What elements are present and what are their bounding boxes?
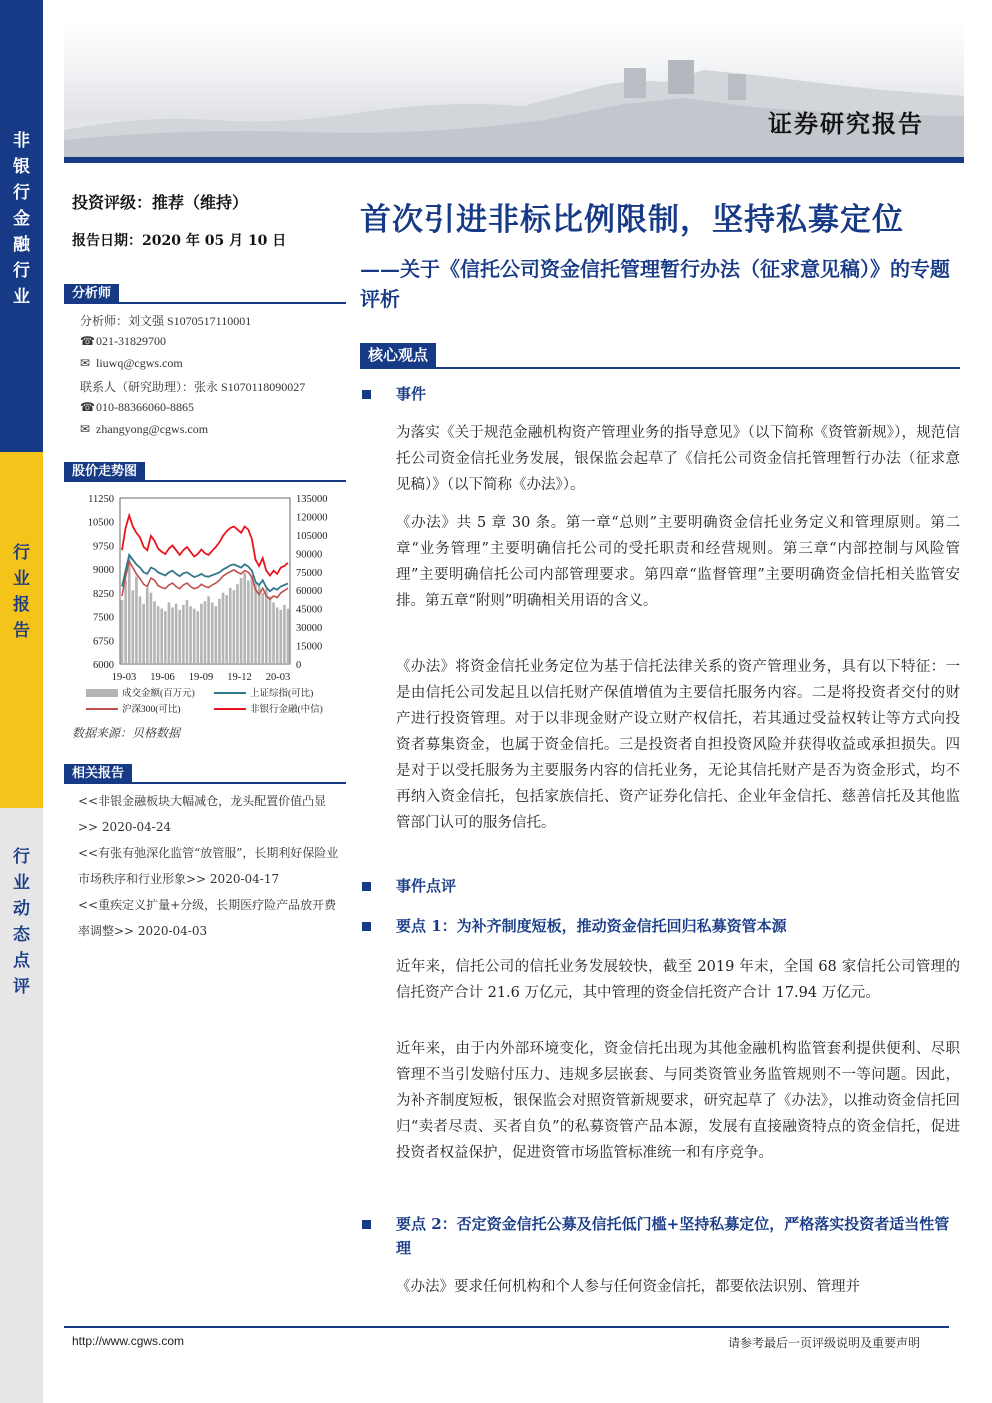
side-strip [0, 0, 43, 1403]
chart-header-label: 股价走势图 [64, 462, 145, 482]
phone-icon: ☎ [80, 400, 95, 414]
mail-icon: ✉ [80, 356, 91, 370]
core-view-header [360, 343, 960, 369]
volume-bar [229, 588, 232, 664]
volume-bar [265, 589, 268, 664]
volume-bar [186, 600, 189, 664]
report-type-label: 证券研究报告 [768, 109, 924, 138]
volume-bar [132, 590, 135, 664]
legend-label: 沪深300(可比) [122, 705, 181, 715]
point-1-heading: 要点 1：为补齐制度短板，推动资金信托回归私募资管本源 [360, 914, 962, 938]
assistant-name: 联系人（研究助理）：张永 S1070118090027 [80, 380, 306, 394]
volume-bar [258, 585, 261, 664]
footer-divider [64, 1326, 949, 1328]
paragraph-1: 为落实《关于规范金融机构资产管理业务的指导意见》（以下简称《资管新规》），规范信托公司资金信托业务发展，银保监会起草了《信托公司资金信托管理暂行办法（征求意见稿）》（以下简称《办法》）。 [396, 425, 960, 493]
footer-disclaimer: 请参考最后一页评级说明及重要声明 [727, 1336, 920, 1350]
left-axis-tick: 9750 [93, 541, 114, 553]
assistant-email-text[interactable]: zhangyong@cgws.com [96, 422, 209, 436]
right-axis-tick: 15000 [296, 641, 323, 653]
sidebar-char: 业 [13, 287, 30, 307]
right-axis-tick: 105000 [296, 530, 328, 542]
volume-bar [178, 610, 181, 664]
volume-bar [215, 606, 218, 664]
paragraph-5: 近年来，由于内外部环境变化，资金信托出现为其他金融机构监管套利提供便利、尽职管理不当引发赔付压力、违规多层嵌套、与同类资管业务监管规则不一等问题。因此，为补齐制度短板，银保监会对照资管新规要求，研究起草了《办法》，以推动资金信托回归“卖者尽责、买者自负”的私募资管产品本源，发展有直接融资特点的资金信托，促进投资者权益保护，促进资管市场监管标准统一和有序竞争。 [396, 1041, 960, 1161]
mail-icon: ✉ [80, 422, 91, 436]
volume-bar [251, 575, 254, 664]
sidebar-char: 非 [13, 131, 30, 151]
left-axis-tick: 9000 [93, 565, 114, 577]
volume-bar [225, 595, 228, 664]
sidebar-industry [0, 0, 43, 452]
volume-bar [254, 583, 257, 664]
legend-label: 非银行金融(中信) [250, 705, 323, 715]
right-axis-tick: 45000 [296, 604, 323, 616]
volume-bar [276, 607, 279, 664]
legend-label: 成交金额(百万元) [122, 689, 195, 699]
volume-bar [211, 603, 214, 664]
right-axis-tick: 90000 [296, 549, 323, 561]
nonbank-line [122, 515, 288, 575]
x-axis-tick: 19-09 [188, 672, 214, 683]
right-axis-tick: 0 [296, 660, 302, 671]
sidebar-char: 告 [13, 621, 30, 641]
chart-section-header [64, 460, 346, 482]
related-report-link[interactable]: <<有张有弛深化监管“放管服”，长期利好保险业市场秩序和行业形象>> 2020-04-17 [78, 846, 339, 886]
volume-bar [287, 609, 290, 664]
data-source: 数据来源：贝格数据 [72, 726, 181, 740]
volume-bar [135, 577, 138, 664]
volume-bar [171, 607, 174, 664]
related-section-header [64, 762, 346, 784]
analyst-name: 分析师：刘文强 S1070517110001 [80, 314, 252, 328]
x-axis-tick: 20-03 [265, 672, 291, 683]
volume-bar [182, 605, 185, 664]
paragraph-6: 《办法》要求任何机构和个人参与任何资金信托，都要依法识别、管理并 [396, 1279, 860, 1295]
assistant-phone [80, 400, 194, 415]
volume-bar [150, 593, 153, 664]
sidebar-char: 银 [13, 157, 30, 177]
related-header-label: 相关报告 [64, 764, 132, 784]
sidebar-char: 金 [13, 209, 30, 229]
right-axis-tick: 120000 [296, 512, 328, 524]
report-date: 报告日期：2020 年 05 月 10 日 [72, 233, 287, 249]
comment-heading: 事件点评 [360, 874, 962, 898]
sidebar-char: 行 [13, 183, 30, 203]
volume-bar [207, 596, 210, 664]
volume-bar [128, 556, 131, 664]
x-axis-tick: 19-12 [227, 672, 252, 683]
sidebar-char: 业 [13, 873, 30, 893]
volume-bar [272, 603, 275, 664]
related-report-link[interactable]: <<非银金融板块大幅减仓，龙头配置价值凸显>> 2020-04-24 [78, 794, 327, 834]
volume-bar [146, 588, 149, 664]
volume-bar [279, 610, 282, 664]
sidebar-char: 动 [13, 899, 30, 919]
event-heading: 事件 [360, 382, 962, 406]
right-axis-tick: 60000 [296, 586, 323, 598]
volume-bar [189, 606, 192, 664]
volume-bar [236, 584, 239, 664]
volume-bar [283, 605, 286, 664]
assistant-phone-text: 010-88366060-8865 [96, 400, 194, 414]
x-axis-tick: 19-03 [111, 672, 137, 683]
sidebar-report-kind [0, 452, 43, 808]
sidebar-char: 态 [13, 925, 30, 945]
volume-bar [160, 609, 163, 664]
volume-bar [196, 611, 199, 664]
footer-url[interactable]: http://www.cgws.com [72, 1334, 185, 1348]
volume-bar [200, 604, 203, 664]
left-axis-tick: 6750 [93, 636, 114, 648]
paragraph-4: 近年来，信托公司的信托业务发展较快，截至 2019 年末，全国 68 家信托公司管理的信托资产合计 21.6 万亿元，其中管理的资金信托资产合计 17.94 万亿元。 [396, 959, 960, 1001]
sidebar-report-subtype [0, 808, 43, 1403]
right-axis-tick: 30000 [296, 623, 323, 635]
volume-bar [157, 606, 160, 664]
investment-rating: 投资评级：推荐（维持） [72, 193, 249, 212]
point-2-heading: 要点 2：否定资金信托公募及信托低门槛+坚持私募定位，严格落实投资者适当性管理 [360, 1212, 962, 1260]
analyst-phone [80, 334, 166, 349]
volume-bar [269, 596, 272, 664]
sidebar-char: 行 [13, 543, 30, 563]
paragraph-2: 《办法》共 5 章 30 条。第一章“总则”主要明确资金信托业务定义和管理原则。第二章“业务管理”主要明确信托公司的受托职责和经营规则。第三章“内部控制与风险管理”主要明确信托公司内部管理要求。第四章“监督管理”主要明确资金信托相关监管安排。第五章“附则”明确相关用语的含义。 [396, 515, 960, 609]
sidebar-char: 报 [13, 595, 30, 615]
volume-bar [243, 573, 246, 664]
legend-swatch [86, 689, 118, 697]
left-axis-tick: 6000 [93, 660, 114, 671]
x-axis-tick: 19-06 [150, 672, 175, 683]
report-title: 首次引进非标比例限制，坚持私募定位 [360, 202, 904, 238]
left-axis-tick: 7500 [93, 612, 114, 624]
sidebar-char: 行 [13, 847, 30, 867]
left-axis-tick: 11250 [88, 494, 114, 505]
volume-bar [204, 601, 207, 664]
volume-bar [222, 593, 225, 664]
analyst-phone-text: 021-31829700 [96, 334, 166, 348]
header-divider [64, 157, 964, 163]
core-view-label: 核心观点 [360, 343, 436, 367]
sidebar-char: 业 [13, 569, 30, 589]
sidebar-char: 点 [13, 951, 30, 971]
volume-bar [247, 580, 250, 664]
sidebar-char: 融 [13, 235, 30, 255]
sidebar-char: 行 [13, 261, 30, 281]
analyst-header-label: 分析师 [64, 284, 119, 304]
volume-bar [218, 599, 221, 664]
volume-bar [164, 611, 167, 664]
analyst-email-text[interactable]: liuwq@cgws.com [96, 356, 183, 370]
volume-bar [142, 604, 145, 664]
left-axis-tick: 8250 [93, 588, 114, 600]
paragraph-3: 《办法》将资金信托业务定位为基于信托法律关系的资产管理业务，具有以下特征：一是由信托公司发起且以信托财产保值增值为主要信托服务内容。二是将投资者交付的财产进行投资管理。对于以非现金财产设立财产权信托，若其通过受益权转让等方式向投资者募集资金，也属于资金信托。三是投资者自担投资风险并获得收益或承担损失。四是对于以受托服务为主要服务内容的信托业务，无论其信托财产是否为资金形式，均不再纳入资金信托，包括家族信托、资产证券化信托、企业年金信托、慈善信托及其他监管部门认可的服务信托。 [396, 659, 960, 831]
volume-bar [168, 603, 171, 664]
volume-bar [193, 609, 196, 664]
stock-trend-chart [64, 490, 346, 720]
phone-icon: ☎ [80, 334, 95, 348]
right-axis-tick: 135000 [296, 494, 328, 505]
related-report-link[interactable]: <<重疾定义扩量+分级，长期医疗险产品放开费率调整>> 2020-04-03 [78, 898, 337, 938]
volume-bar [175, 604, 178, 664]
right-axis-tick: 75000 [296, 567, 323, 579]
volume-bar [153, 601, 156, 664]
assistant-email[interactable] [80, 422, 208, 437]
report-subtitle: ——关于《信托公司资金信托管理暂行办法（征求意见稿）》的专题评析 [360, 257, 950, 311]
left-axis-tick: 10500 [87, 517, 114, 529]
analyst-section-header [64, 282, 346, 304]
volume-bar [124, 580, 127, 664]
volume-bar [121, 600, 124, 664]
volume-bar [240, 578, 243, 664]
legend-label: 上证综指(可比) [250, 689, 314, 699]
volume-bar [139, 596, 142, 664]
header-banner [64, 20, 964, 158]
volume-bar [261, 593, 264, 664]
volume-bar [233, 590, 236, 664]
analyst-email[interactable] [80, 356, 183, 371]
sidebar-char: 评 [13, 977, 30, 997]
